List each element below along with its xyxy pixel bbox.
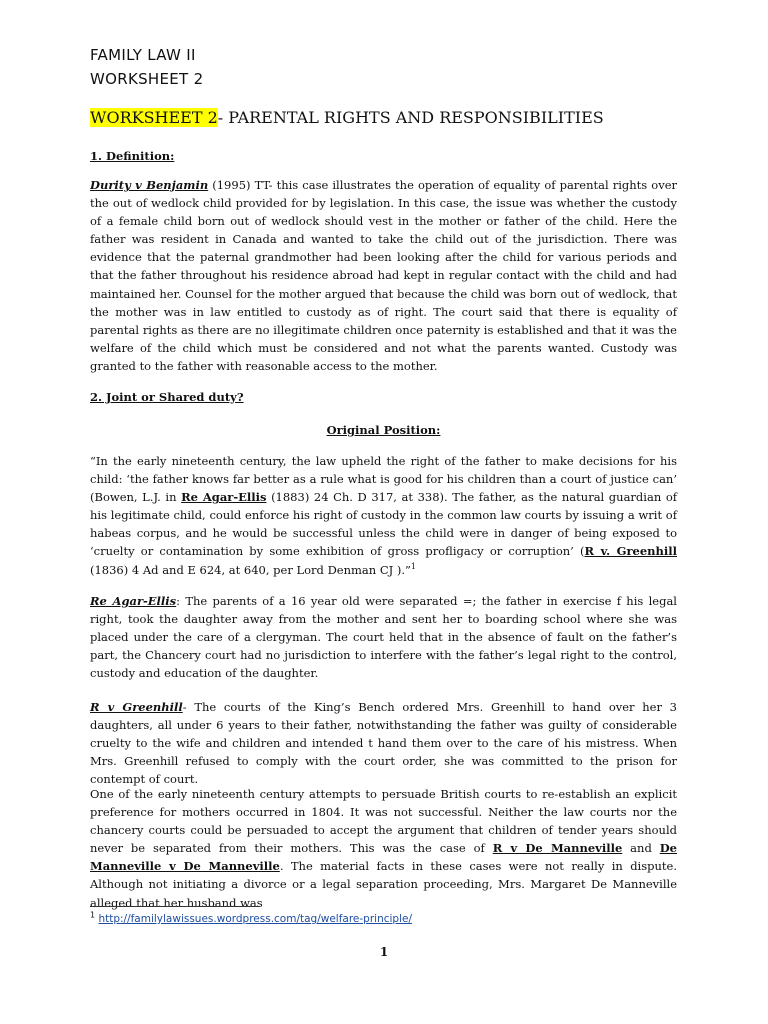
case-de-manneville-v-de-manneville: De Manneville v De Manneville (90, 841, 677, 874)
section-1-heading: 1. Definition: (90, 149, 175, 163)
worksheet-title (90, 108, 604, 127)
footnote-link[interactable]: http://familylawissues.wordpress.com/tag/welfare-principle/ (98, 913, 413, 925)
case-re-agar-ellis-heading: Re Agar-Ellis (90, 594, 177, 608)
quote-paragraph (90, 452, 677, 579)
case-r-v-de-manneville: R v De Manneville (492, 841, 623, 856)
greenhill-paragraph (90, 698, 677, 788)
quote-text-1: “In the early nineteenth century, the law upheld the right of the father to make decisions for his child: ‘the father knows far better as a rule what is good for his children than a court of justice can’ (Bowen, L.J. in (90, 454, 677, 505)
agar-ellis-text: : The parents of a 16 year old were separated =; the father in exercise f his legal right, took the daughter away from the mother and sent her to boarding school where she was placed under the care of a clergyman. The court held that in the absence of fault on the father’s part, the Chancery court had no jurisdiction to interfere with the father’s legal right to the control, custody and education of the daughter. (90, 594, 677, 681)
case-durity-v-benjamin: Durity v Benjamin (90, 178, 209, 192)
section-1-text: (1995) TT- this case illustrates the operation of equality of parental rights over the out of wedlock child provided for by legislation. In this case, the issue was whether the custody of a female child born out of wedlock should vest in the mother or father of the child. Here the father was resident in Canada and wanted to take the child out of the jurisdiction. There was evidence that the paternal grandmother had been looking after the child for various periods and that the father throughout his residence abroad had kept in regular contact with the child and had maintained her. Counsel for the mother argued that because the child was born out of wedlock, that the mother was in law entitled to custody as of right. The court said that there is equality of parental rights as there are no illegitimate children once paternity is established and that it was the welfare of the child which must be considered and not what the parents wanted. Custody was granted to the father with reasonable access to the mother. (90, 178, 677, 373)
title-highlighted: WORKSHEET 2 (90, 108, 218, 127)
original-position-heading: Original Position: (326, 423, 441, 437)
case-r-v-greenhill-heading: R v Greenhill (90, 700, 183, 714)
footnote (90, 910, 413, 925)
manneville-text-3: . The material facts in these cases were not really in dispute. Although not initiating a divorce or a legal separation proceeding, Mrs. Margaret De Manneville alleged that her husband was (90, 859, 677, 910)
manneville-text-1: One of the early nineteenth century attempts to persuade British courts to re-establish an explicit preference for mothers occurred in 1804. It was not successful. Neither the law courts nor the chancery courts could be persuaded to accept the argument that children of tender years should never be separated from their mothers. This was the case of (90, 787, 677, 856)
quote-text-3: (1836) 4 Ad and E 624, at 640, per Lord Denman CJ ).” (90, 562, 411, 577)
case-r-v-greenhill: R v. Greenhill (584, 544, 677, 559)
case-re-agar-ellis: Re Agar-Ellis (181, 490, 267, 505)
agar-ellis-paragraph (90, 592, 677, 682)
footnote-ref[interactable]: 1 (410, 561, 417, 571)
manneville-text-2: and (622, 841, 660, 856)
greenhill-text: - The courts of the King’s Bench ordered Mrs. Greenhill to hand over her 3 daughters, all under 6 years to their father, notwithstanding the father was guilty of considerable cruelty to the wife and children and intended t hand them over to the care of his mistress. When Mrs. Greenhill refused to comply with the court order, she was committed to the prison for contempt of court. (90, 700, 677, 787)
section-2-heading: 2. Joint or Shared duty? (90, 390, 244, 404)
page-number: 1 (379, 945, 389, 959)
course-title: FAMILY LAW II (90, 46, 196, 64)
worksheet-label: WORKSHEET 2 (90, 70, 204, 88)
footnote-number: 1 (90, 910, 96, 920)
section-1-paragraph (90, 176, 677, 375)
footnote-divider (90, 906, 260, 907)
quote-text-2: (1883) 24 Ch. D 317, at 338). The father, as the natural guardian of his legitimate child, could enforce his right of custody in the common law courts by issuing a writ of habeas corpus, and he would be successful unless the child were in danger of being exposed to ‘cruelty or contamination by some exhibition of gross profligacy or corruption’ ( (90, 490, 677, 559)
manneville-paragraph (90, 785, 677, 912)
title-rest: - PARENTAL RIGHTS AND RESPONSIBILITIES (217, 108, 604, 127)
